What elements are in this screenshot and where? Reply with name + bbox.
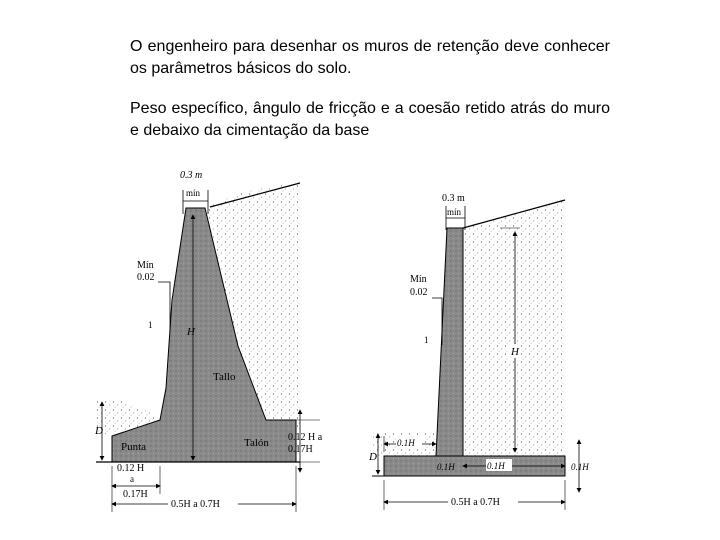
right-batter-mark: 1 [424, 335, 429, 345]
right-top-width-min: mín [447, 207, 462, 217]
right-depth-label: D [369, 451, 377, 463]
cantilever-stem [436, 228, 463, 456]
intro-paragraph: O engenheiro para desenhar os muros de retenção deve conhecer os parâmetros básicos do solo. [130, 38, 610, 77]
right-toe-slab-label: 0.1H [397, 438, 415, 448]
right-backfill-soil [463, 200, 565, 456]
left-toe-width-mid: a [130, 474, 134, 484]
left-toe-label: Punta [121, 441, 147, 453]
left-height-label: H [187, 326, 195, 338]
cantilever-wall-diagram [368, 193, 589, 510]
right-base-width: 0.5H a 0.7H [451, 497, 500, 508]
left-base-thickness-b: 0.17H [288, 444, 313, 455]
right-base-thickness: 0.1H [571, 462, 589, 472]
right-heel-slab-label: 0.1H [487, 461, 505, 471]
right-batter-label: Mín [410, 274, 427, 285]
left-body-label: Tallo [213, 371, 236, 383]
left-batter-mark: 1 [148, 320, 153, 330]
gravity-wall-diagram [94, 170, 323, 512]
left-toe-width-b: 0.17H [123, 489, 148, 500]
parameters-paragraph: Peso específico, ângulo de fricção e a coesão retido atrás do muro e debaixo da cimentação da base [130, 100, 610, 139]
right-height-label: H [511, 346, 519, 358]
right-batter-value: 0.02 [410, 287, 428, 298]
left-base-width: 0.5H a 0.7H [171, 499, 220, 510]
left-depth-label: D [95, 425, 103, 437]
left-top-width: 0.3 m [180, 170, 203, 181]
left-batter-label: Mín [137, 260, 154, 271]
left-heel-label: Talón [244, 437, 269, 449]
left-toe-width-a: 0.12 H [117, 463, 145, 474]
right-top-width: 0.3 m [442, 193, 465, 204]
left-top-width-min: mín [186, 188, 201, 198]
right-stem-base-label: 0.1H [437, 462, 455, 472]
left-batter-value: 0.02 [137, 272, 155, 283]
left-base-thickness-a: 0.12 H a [288, 432, 323, 443]
